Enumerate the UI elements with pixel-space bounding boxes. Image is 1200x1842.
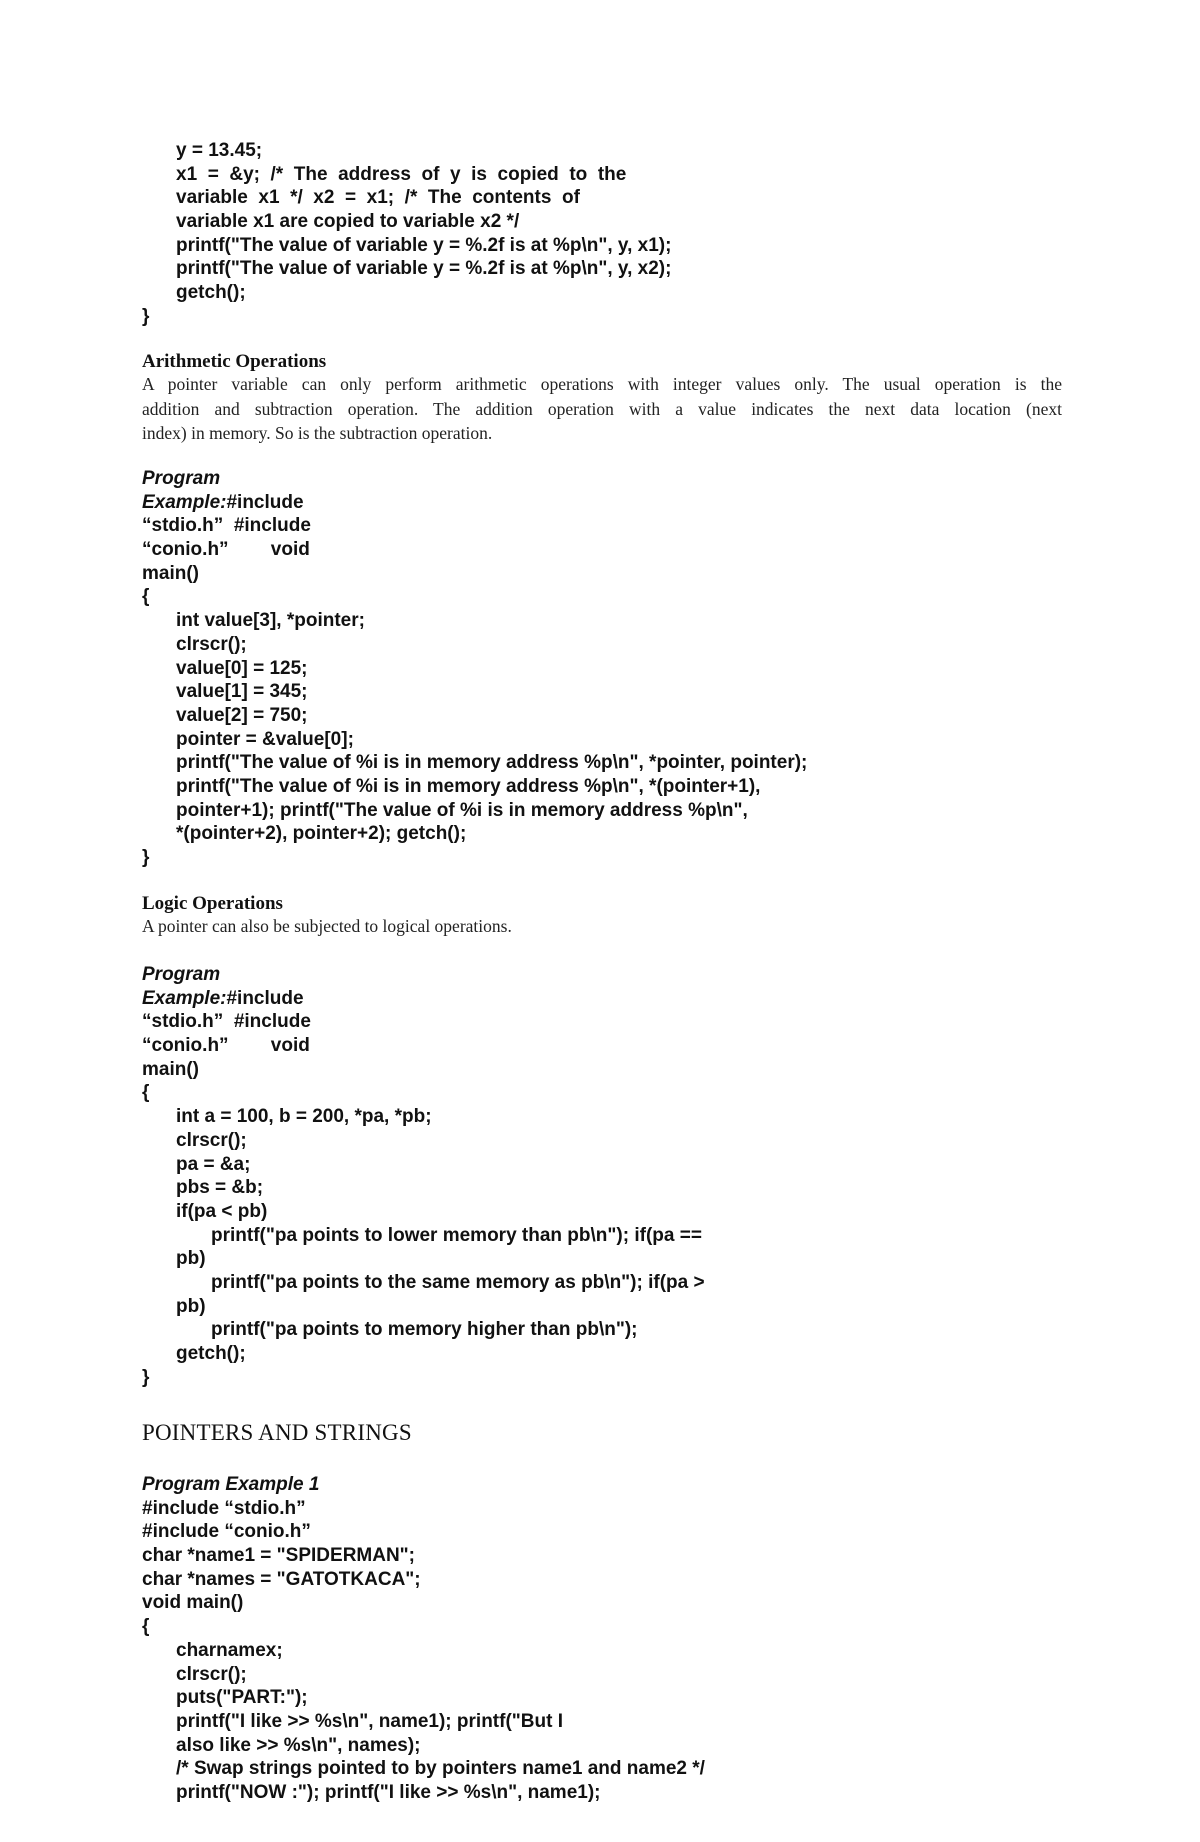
- code-line: char *names = "GATOTKACA";: [142, 1568, 421, 1590]
- code-line: char *name1 = "SPIDERMAN";: [142, 1545, 416, 1567]
- code-line-italic-part: Example:: [142, 987, 227, 1009]
- code-line: int value[3], *pointer;: [176, 610, 365, 632]
- code-line: pointer+1); printf("The value of %i is in memory address %p\n",: [176, 799, 748, 821]
- code-line-italic-part: Example:: [142, 491, 227, 513]
- code-line: value[2] = 750;: [176, 704, 308, 726]
- code-line: “conio.h” void: [142, 539, 310, 561]
- code-line: “stdio.h” #include: [142, 1011, 311, 1033]
- code-line: clrscr();: [176, 1129, 247, 1151]
- paragraph-line: A pointer can also be subjected to logical operations.: [142, 916, 512, 936]
- code-line: clrscr();: [176, 1663, 247, 1685]
- code-line: *(pointer+2), pointer+2); getch();: [176, 823, 467, 845]
- code-line: value[1] = 345;: [176, 681, 308, 703]
- code-line: pbs = &b;: [176, 1177, 264, 1199]
- code-block-pointer-copy: [142, 139, 671, 329]
- code-line: y = 13.45;: [176, 140, 263, 161]
- code-line: printf("pa points to the same memory as pb\n"); if(pa >: [211, 1271, 705, 1293]
- code-line: {: [142, 1082, 150, 1104]
- code-line: printf("pa points to memory higher than pb\n");: [211, 1319, 638, 1341]
- code-line: getch();: [176, 1343, 246, 1364]
- code-line: int a = 100, b = 200, *pa, *pb;: [176, 1106, 432, 1128]
- code-line: pb): [176, 1248, 206, 1270]
- code-line: #include “conio.h”: [142, 1521, 311, 1543]
- code-line: variable x1 */ x2 = x1; /* The contents of: [176, 187, 580, 209]
- code-line: #include “stdio.h”: [142, 1497, 306, 1519]
- code-line: pb): [176, 1295, 206, 1317]
- code-line: if(pa < pb): [176, 1200, 268, 1222]
- code-line: }: [142, 305, 150, 327]
- code-line: printf("I like >> %s\n", name1); printf("But I: [176, 1710, 564, 1732]
- code-block-arithmetic-example: [142, 467, 807, 870]
- code-line: variable x1 are copied to variable x2 */: [176, 211, 520, 233]
- code-line: printf("The value of %i is in memory address %p\n", *(pointer+1),: [176, 775, 761, 797]
- code-line: /* Swap strings pointed to by pointers name1 and name2 */: [176, 1758, 705, 1780]
- code-line: clrscr();: [176, 633, 247, 655]
- code-line: printf("The value of variable y = %.2f is at %p\n", y, x2);: [176, 258, 672, 280]
- code-line: main(): [142, 1058, 199, 1080]
- code-line: [142, 987, 705, 1011]
- code-line: }: [142, 1366, 150, 1388]
- code-block-strings-example: [142, 1473, 705, 1805]
- code-line: printf("The value of %i is in memory address %p\n", *pointer, pointer);: [176, 752, 808, 774]
- code-line: {: [142, 586, 150, 608]
- paragraph-line: A pointer variable can only perform arithmetic operations with integer values only. The usual operation is the: [142, 374, 1062, 394]
- code-line: value[0] = 125;: [176, 657, 308, 679]
- heading-arithmetic-operations: Arithmetic Operations: [142, 351, 327, 372]
- code-block-logic-example: [142, 963, 705, 1389]
- code-line: “stdio.h” #include: [142, 515, 311, 537]
- code-line: Program: [142, 964, 221, 985]
- code-line: printf("NOW :"); printf("I like >> %s\n", name1);: [176, 1781, 601, 1803]
- code-line: Program: [142, 468, 221, 489]
- code-line: pointer = &value[0];: [176, 728, 354, 750]
- code-line: also like >> %s\n", names);: [176, 1734, 421, 1756]
- paragraph-arithmetic-operations: [142, 372, 1062, 446]
- code-line: {: [142, 1616, 150, 1638]
- code-line: printf("The value of variable y = %.2f is at %p\n", y, x1);: [176, 234, 672, 256]
- code-line: printf("pa points to lower memory than pb\n"); if(pa ==: [211, 1224, 702, 1246]
- code-line: [142, 491, 807, 515]
- code-line: }: [142, 847, 150, 868]
- code-line: Program Example 1: [142, 1474, 320, 1495]
- code-line-text: #include: [226, 491, 304, 513]
- section-title-pointers-and-strings: POINTERS AND STRINGS: [142, 1420, 412, 1445]
- code-line: getch();: [176, 282, 246, 304]
- paragraph-line: index) in memory. So is the subtraction operation.: [142, 423, 493, 443]
- code-line: pa = &a;: [176, 1153, 251, 1175]
- paragraph-logic-operations: [142, 914, 1062, 939]
- code-line: puts("PART:");: [176, 1687, 308, 1709]
- code-line: void main(): [142, 1592, 244, 1614]
- heading-logic-operations: Logic Operations: [142, 893, 283, 914]
- code-line-text: #include: [226, 987, 304, 1009]
- code-line: charnamex;: [176, 1639, 283, 1661]
- code-line: “conio.h” void: [142, 1035, 310, 1057]
- code-line: main(): [142, 562, 199, 584]
- code-line: x1 = &y; /* The address of y is copied to the: [176, 163, 627, 185]
- paragraph-line: addition and subtraction operation. The addition operation with a value indicates the next data location (next: [142, 398, 1062, 419]
